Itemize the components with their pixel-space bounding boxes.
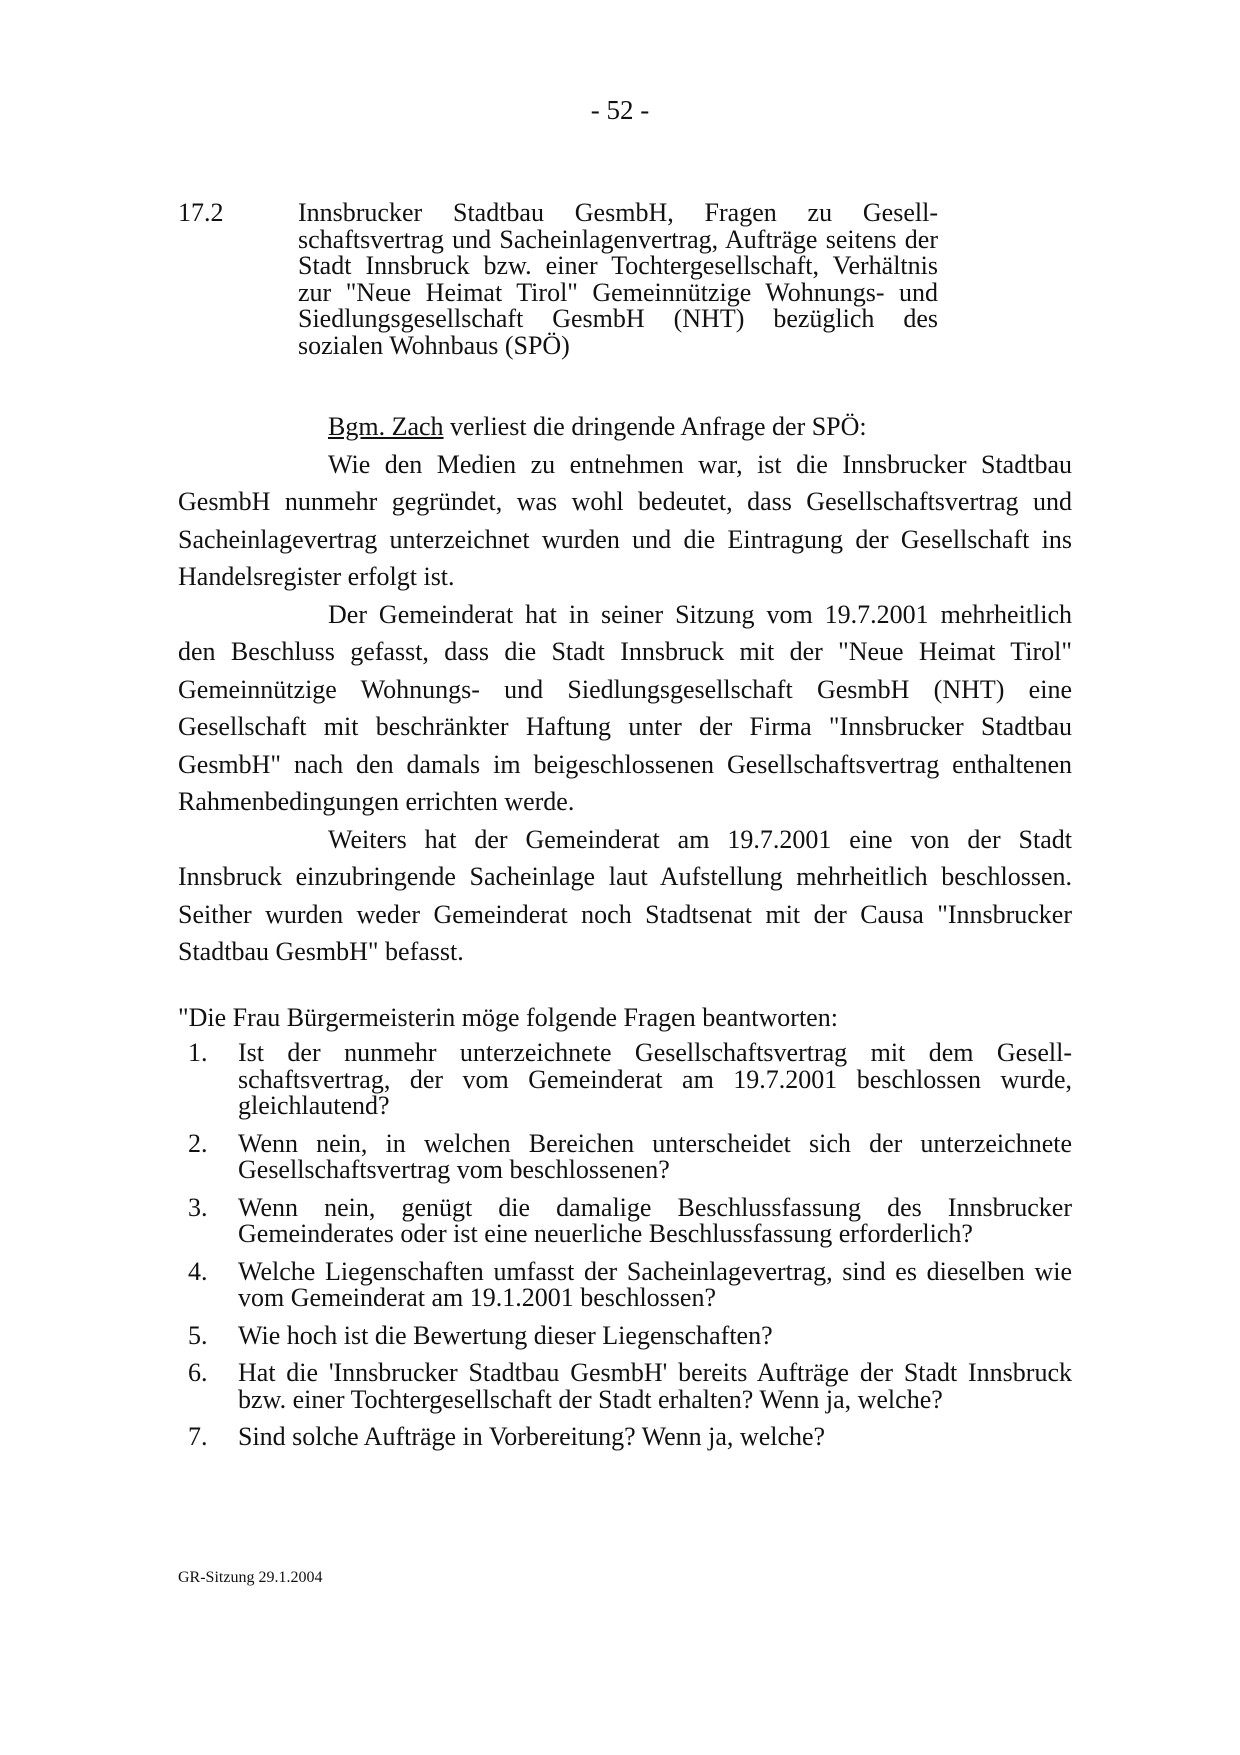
question-number: 5. — [188, 1320, 208, 1350]
questions-list — [178, 1040, 1072, 1462]
paragraph: Weiters hat der Gemeinderat am 19.7.2001 eine von der Stadt Innsbruck einzubringende Sacheinlage laut Aufstellung mehrheitlich beschlossen. Seither wurden weder Gemeinderat noch Stadtsenat mit der Causa "Innsbrucker Stadtbau GesmbH" befasst. — [178, 824, 1072, 966]
list-item — [178, 1192, 1072, 1248]
paragraph: Wie den Medien zu entnehmen war, ist die Innsbrucker Stadtbau GesmbH nunmehr gegründet, was wohl bedeutet, dass Gesellschaftsvertrag und Sacheinlagevertrag unterzeichnet wurden und die Eintragung der Gesellschaft ins Handelsregister erfolgt ist. — [178, 449, 1072, 591]
question-number: 2. — [188, 1128, 208, 1158]
speaker-line — [178, 408, 1072, 446]
speaker-action: verliest die dringende Anfrage der SPÖ: — [443, 412, 867, 441]
questions-intro: "Die Frau Bürgermeisterin möge folgende Fragen beantworten: — [178, 1003, 838, 1032]
section-heading — [178, 200, 938, 359]
question-text: Ist der nunmehr unterzeichnete Gesellschaftsvertrag mit dem Gesellschaftsvertrag, der vom Gemeinderat am 19.7.2001 beschlossen wurde, gleichlautend? — [238, 1038, 1072, 1120]
page-footer: GR-Sitzung 29.1.2004 — [178, 1569, 323, 1586]
question-text: Wie hoch ist die Bewertung dieser Liegenschaften? — [238, 1320, 773, 1350]
question-number: 7. — [188, 1422, 208, 1451]
list-item — [178, 1360, 1072, 1413]
list-item — [178, 1320, 1072, 1350]
list-item — [178, 1040, 1072, 1120]
question-number: 4. — [188, 1256, 208, 1286]
paragraph: Der Gemeinderat hat in seiner Sitzung vom 19.7.2001 mehrheitlich den Beschluss gefasst, dass die Stadt Innsbruck mit der "Neue Heimat Tirol" Gemeinnützige Wohnungs- und Siedlungsgesellschaft GesmbH (NHT) eine Gesellschaft mit beschränkter Haftung unter der Firma "Innsbrucker Stadtbau GesmbH" nach den damals im beigeschlossenen Gesellschaftsvertrag enthaltenen Rahmenbedingungen errichten werde. — [178, 599, 1072, 816]
question-number: 1. — [188, 1038, 208, 1067]
page-number: - 52 - — [590, 95, 650, 125]
question-number: 3. — [188, 1192, 208, 1222]
list-item — [178, 1128, 1072, 1184]
question-number: 6. — [188, 1358, 208, 1387]
speaker-name: Bgm. Zach — [328, 412, 444, 441]
list-item — [178, 1256, 1072, 1312]
question-text: Wenn nein, in welchen Bereichen unterscheidet sich der unterzeichnete Gesellschaftsvertrag vom beschlossenen? — [238, 1128, 1072, 1184]
question-text: Sind solche Aufträge in Vorbereitung? Wenn ja, welche? — [238, 1422, 826, 1451]
question-text: Wenn nein, genügt die damalige Beschlussfassung des Innsbrucker Gemeinderates oder ist eine neuerliche Beschlussfassung erforderlich? — [238, 1192, 1072, 1248]
section-title: Innsbrucker Stadtbau GesmbH, Fragen zu Gesellschaftsvertrag und Sacheinlagenvertrag, Aufträge seitens der Stadt Innsbruck bzw. einer Tochtergesellschaft, Verhältnis zur "Neue Heimat Tirol" Gemeinnützige Wohnungs- und Siedlungsgesellschaft GesmbH (NHT) bezüglich des sozialen Wohnbaus (SPÖ) — [298, 198, 938, 360]
list-item — [178, 1424, 1072, 1451]
section-number: 17.2 — [178, 198, 224, 227]
question-text: Welche Liegenschaften umfasst der Sacheinlagevertrag, sind es dieselben wie vom Gemeinderat am 19.1.2001 beschlossen? — [238, 1256, 1072, 1312]
body-text — [178, 408, 1072, 971]
question-text: Hat die 'Innsbrucker Stadtbau GesmbH' bereits Aufträge der Stadt Innsbruck bzw. einer Tochtergesellschaft der Stadt erhalten? Wenn ja, welche? — [238, 1358, 1072, 1414]
